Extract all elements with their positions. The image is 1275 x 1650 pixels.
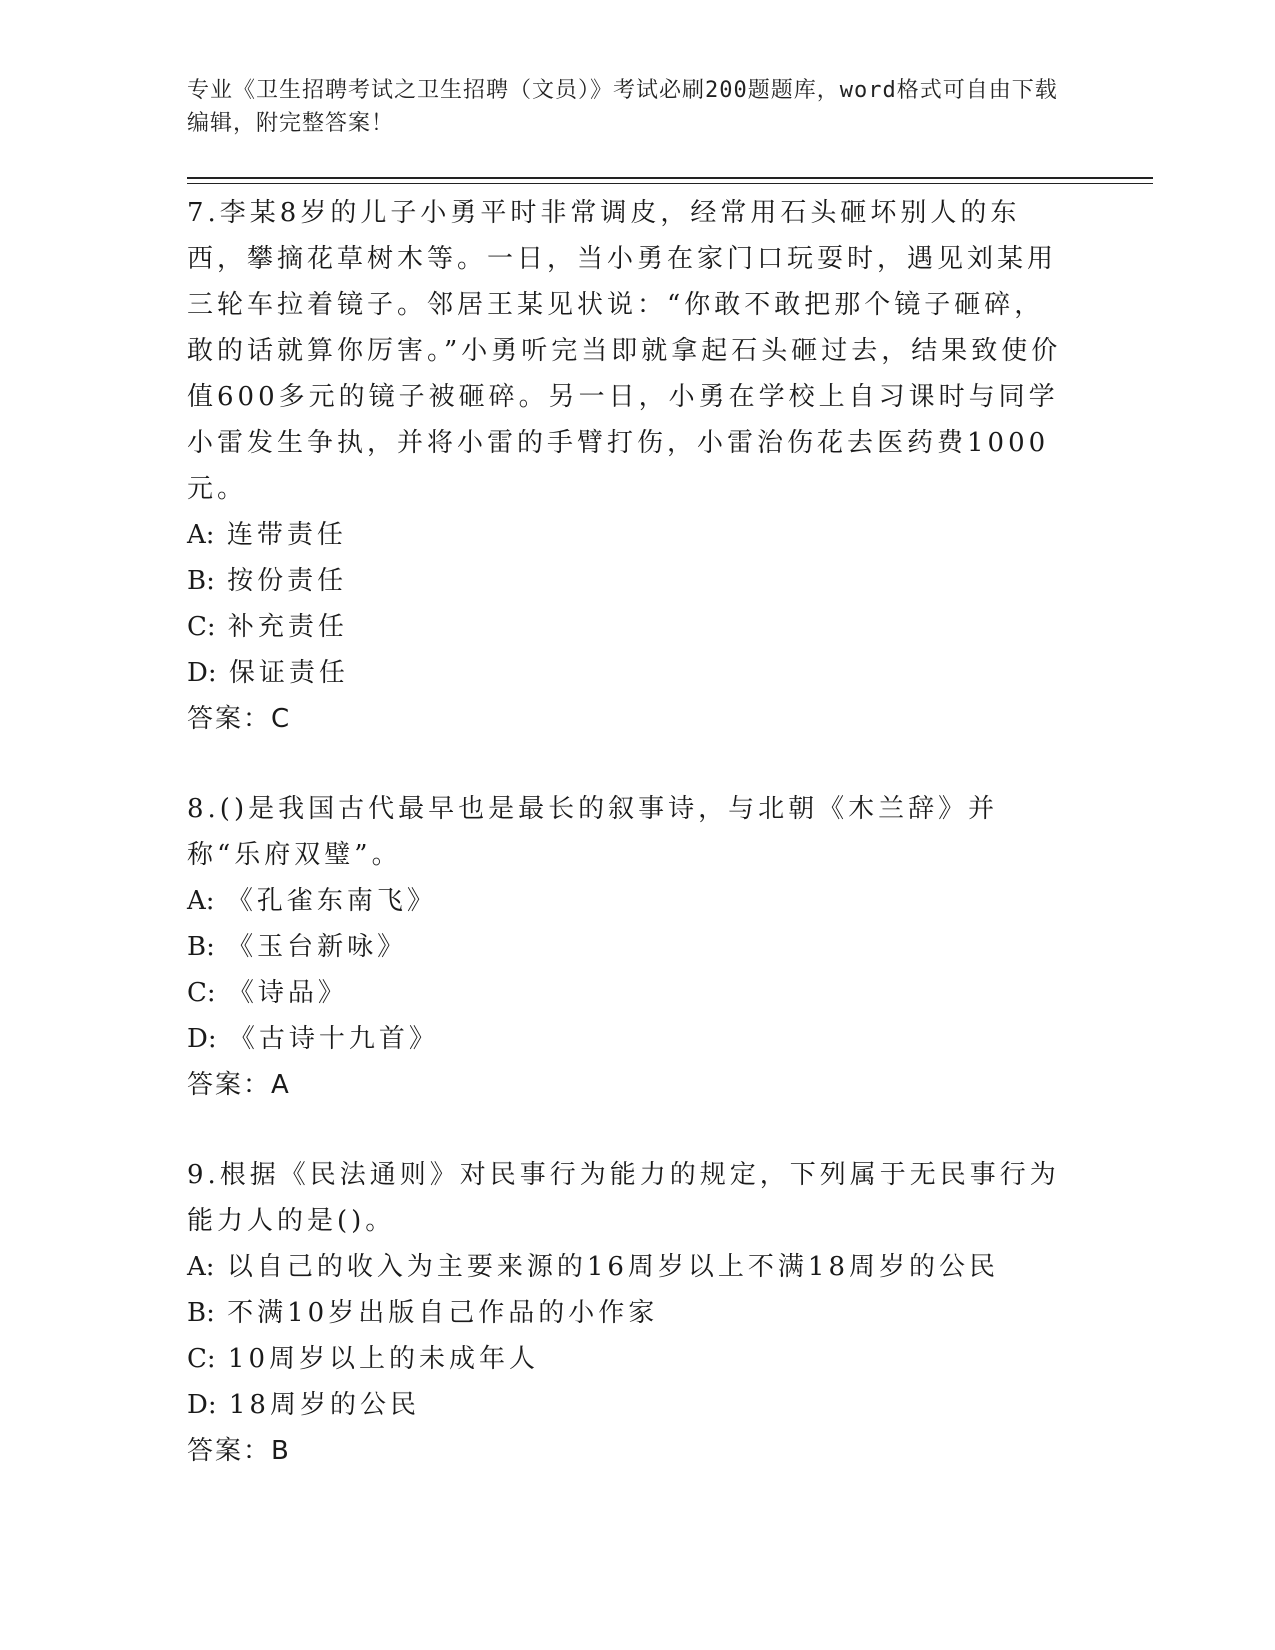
option-text: 《古诗十九首》 (228, 1024, 439, 1054)
option-b (187, 924, 1067, 970)
option-letter: C: (187, 612, 216, 642)
option-b (187, 558, 1067, 604)
option-b (187, 1290, 1067, 1336)
option-letter: D: (187, 658, 217, 688)
option-letter: B: (187, 566, 215, 596)
option-text: 补充责任 (227, 612, 348, 642)
option-d (187, 1016, 1067, 1062)
option-letter: B: (187, 1298, 215, 1328)
option-a (187, 1244, 1067, 1290)
answer-label: 答案： (187, 1070, 272, 1100)
answer-value: A (271, 1070, 290, 1100)
answer-label: 答案： (187, 1436, 272, 1466)
question-9 (187, 1152, 1067, 1474)
option-text: 18周岁的公民 (228, 1390, 420, 1420)
option-c (187, 1336, 1067, 1382)
question-7 (187, 190, 1067, 742)
answer-line (187, 1428, 1067, 1474)
page-header: 专业《卫生招聘考试之卫生招聘（文员）》考试必刷200题题库，word格式可自由下载编辑，附完整答案！ (187, 78, 1058, 136)
option-letter: B: (187, 932, 215, 962)
option-letter: A: (187, 1252, 215, 1282)
option-d (187, 1382, 1067, 1428)
option-text: 保证责任 (228, 658, 349, 688)
option-c (187, 970, 1067, 1016)
answer-value: B (271, 1436, 290, 1466)
header-rule-thin (187, 183, 1153, 184)
option-c (187, 604, 1067, 650)
option-text: 按份责任 (227, 566, 348, 596)
option-letter: D: (187, 1024, 217, 1054)
question-list (187, 190, 1067, 1518)
option-text: 连带责任 (226, 520, 347, 550)
answer-value: C (271, 704, 291, 734)
answer-line (187, 1062, 1067, 1108)
option-letter: A: (187, 520, 215, 550)
option-letter: D: (187, 1390, 217, 1420)
option-text: 不满10岁出版自己作品的小作家 (227, 1298, 659, 1328)
option-text: 《孔雀东南飞》 (226, 886, 437, 916)
question-stem: 7.李某8岁的儿子小勇平时非常调皮，经常用石头砸坏别人的东西，攀摘花草树木等。一日，当小勇在家门口玩耍时，遇见刘某用三轮车拉着镜子。邻居王某见状说：“你敢不敢把那个镜子砸碎，敢的话就算你厉害。”小勇听完当即就拿起石头砸过去，结果致使价值600多元的镜子被砸碎。另一日，小勇在学校上自习课时与同学小雷发生争执，并将小雷的手臂打伤，小雷治伤花去医药费1000元。 (187, 198, 1062, 504)
option-text: 以自己的收入为主要来源的16周岁以上不满18周岁的公民 (226, 1252, 999, 1282)
answer-line (187, 696, 1067, 742)
option-text: 10周岁以上的未成年人 (227, 1344, 540, 1374)
header-rule-thick (187, 177, 1153, 179)
option-a (187, 878, 1067, 924)
option-letter: C: (187, 1344, 216, 1374)
option-letter: A: (187, 886, 215, 916)
option-text: 《诗品》 (227, 978, 348, 1008)
option-text: 《玉台新咏》 (227, 932, 408, 962)
answer-label: 答案： (187, 704, 272, 734)
question-8 (187, 786, 1067, 1108)
option-d (187, 650, 1067, 696)
question-stem: 9.根据《民法通则》对民事行为能力的规定，下列属于无民事行为能力人的是()。 (187, 1160, 1060, 1236)
option-a (187, 512, 1067, 558)
option-letter: C: (187, 978, 216, 1008)
question-stem: 8.()是我国古代最早也是最长的叙事诗，与北朝《木兰辞》并称“乐府双璧”。 (187, 794, 999, 870)
